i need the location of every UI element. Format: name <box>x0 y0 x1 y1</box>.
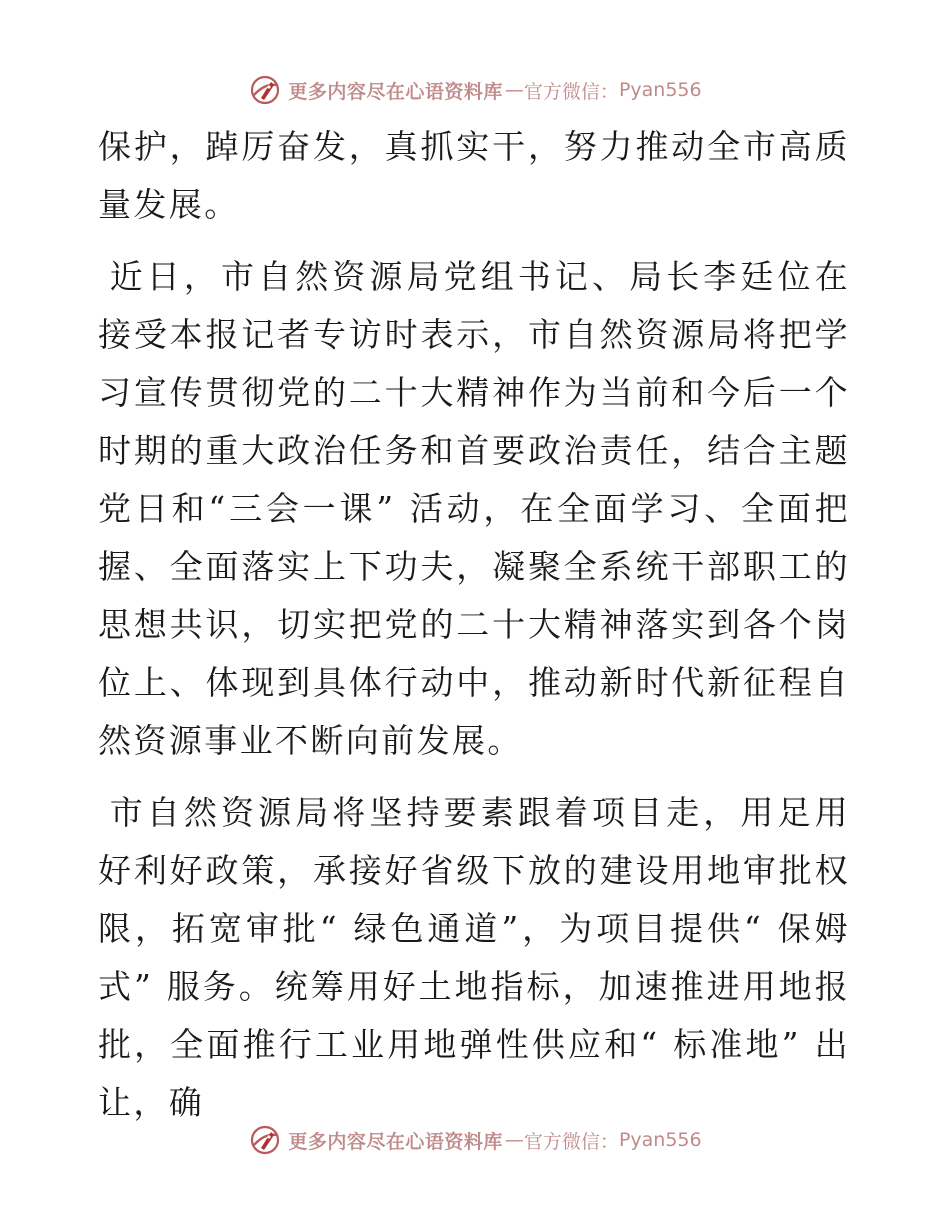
paragraph-project-services: 市自然资源局将坚持要素跟着项目走，用足用好利好政策，承接好省级下放的建设用地审批权限，拓宽审批“ 绿色通道”，为项目提供“ 保姆式” 服务。统筹用好土地指标，加速推进用地报批，全面推行工业用地弹性供应和“ 标准地” 出让，确 <box>98 793 850 1122</box>
pen-nib-logo-icon <box>248 73 282 107</box>
watermark-separator: — <box>504 79 524 101</box>
watermark-wechat-label: 官方微信： <box>523 80 619 103</box>
watermark-separator: — <box>504 1129 524 1151</box>
watermark-wechat-id: Pyan556 <box>618 79 702 101</box>
footer-watermark-banner <box>0 1120 950 1160</box>
pen-nib-logo-icon <box>248 1123 282 1157</box>
paragraph-continuation: 保护，踔厉奋发，真抓实干，努力推动全市高质量发展。 <box>98 127 850 224</box>
watermark-site-text: 更多内容尽在心语资料库 <box>288 80 503 103</box>
paragraph-interview: 近日，市自然资源局党组书记、局长李廷位在接受本报记者专访时表示，市自然资源局将把学习宣传贯彻党的二十大精神作为当前和今后一个时期的重大政治任务和首要政治责任，结合主题党日和“三会一课” 活动，在全面学习、全面把握、全面落实上下功夫，凝聚全系统干部职工的思想共识，切实把党的二十大精神落实到各个岗位上、体现到具体行动中，推动新时代新征程自然资源事业不断向前发展。 <box>98 257 850 760</box>
watermark-site-text: 更多内容尽在心语资料库 <box>288 1130 503 1153</box>
header-watermark-banner <box>0 70 950 110</box>
document-body <box>98 118 850 1132</box>
watermark-wechat-label: 官方微信： <box>523 1130 619 1153</box>
watermark-wechat-id: Pyan556 <box>618 1129 702 1151</box>
